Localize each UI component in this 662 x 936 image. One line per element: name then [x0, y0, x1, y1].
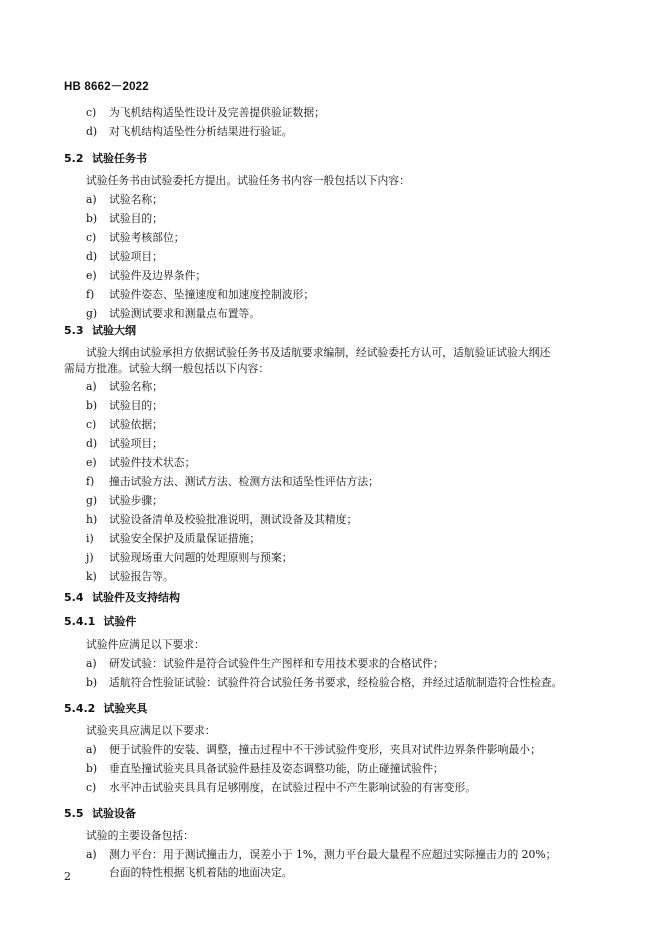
section-number: 5.4.2 [64, 702, 96, 715]
section-heading-5-4-1 [64, 613, 136, 629]
list-item-text: 试验设备清单及校验批准说明，测试设备及其精度； [109, 513, 358, 526]
list-item-text: 试验目的； [109, 399, 163, 412]
list-item-text: 撞击试验方法、测试方法、检测方法和适坠性评估方法； [109, 475, 379, 488]
list-item-text: 试验名称； [109, 380, 163, 393]
section-title: 试验件 [103, 615, 137, 628]
list-item-label: e) [86, 269, 97, 282]
section-heading-5-2 [64, 150, 147, 166]
list-item-label: f) [86, 288, 95, 301]
section-number: 5.3 [64, 324, 84, 337]
list-item-text: 试验件姿态、坠撞速度和加速度控制波形； [109, 288, 315, 301]
list-item-text: 试验依据； [109, 418, 163, 431]
list-item-label: i) [86, 532, 94, 545]
list-item-continuation: 台面的特性根据飞机着陆的地面决定。 [109, 866, 293, 879]
list-item-label: d) [86, 125, 98, 138]
section-heading-5-5 [64, 805, 136, 821]
list-item-label: f) [86, 475, 95, 488]
list-item-label: c) [86, 106, 97, 119]
section-heading-5-4-2 [64, 700, 147, 716]
paragraph: 试验的主要设备包括： [86, 829, 194, 842]
list-item-text: 为飞机结构适坠性设计及完善提供验证数据； [109, 106, 325, 119]
list-item-label: c) [86, 781, 97, 794]
section-number: 5.4 [64, 591, 84, 604]
section-number: 5.5 [64, 807, 84, 820]
list-item-text: 试验测试要求和测量点布置等。 [109, 307, 261, 320]
document-header-id: HB 8662－2022 [64, 81, 149, 93]
list-item-text: 试验安全保护及质量保证措施； [109, 532, 261, 545]
list-item-label: b) [86, 676, 98, 689]
list-item-label: g) [86, 307, 98, 320]
paragraph-line: 需局方批准。试验大纲一般包括以下内容： [64, 362, 270, 375]
list-item-text: 便于试验件的安装、调整，撞击过程中不干涉试验件变形，夹具对试件边界条件影响最小； [109, 743, 541, 756]
list-item-label: c) [86, 418, 97, 431]
section-title: 试验件及支持结构 [92, 591, 180, 604]
list-item-text: 研发试验：试验件是符合试验件生产图样和专用技术要求的合格试件； [109, 657, 444, 670]
paragraph-line: 试验大纲由试验承担方依据试验任务书及适航要求编制，经试验委托方认可，适航验证试验大纲还 [86, 346, 551, 359]
section-title: 试验夹具 [103, 702, 148, 715]
list-item-text: 测力平台：用于测试撞击力，误差小于 1%，测力平台最大量程不应超过实际撞击力的 20%； [109, 848, 557, 861]
paragraph: 试验夹具应满足以下要求： [86, 724, 216, 737]
list-item-label: a) [86, 193, 97, 206]
list-item-label: h) [86, 513, 98, 526]
list-item-label: a) [86, 380, 97, 393]
list-item-text: 试验考核部位； [109, 231, 185, 244]
list-item-text: 试验名称； [109, 193, 163, 206]
list-item-text: 试验项目； [109, 437, 163, 450]
list-item-text: 对飞机结构适坠性分析结果进行验证。 [109, 125, 293, 138]
list-item-label: b) [86, 212, 98, 225]
list-item-text: 试验项目； [109, 250, 163, 263]
section-number: 5.2 [64, 152, 84, 165]
list-item-label: b) [86, 762, 98, 775]
list-item-text: 试验目的； [109, 212, 163, 225]
list-item-text: 水平冲击试验夹具具有足够刚度，在试验过程中不产生影响试验的有害变形。 [109, 781, 477, 794]
list-item-text: 试验件技术状态； [109, 456, 196, 469]
list-item-text: 试验报告等。 [109, 570, 174, 583]
list-item-label: b) [86, 399, 98, 412]
section-title: 试验任务书 [92, 152, 147, 165]
list-item-text: 试验步骤； [109, 494, 163, 507]
section-number: 5.4.1 [64, 615, 96, 628]
list-item-text: 适航符合性验证试验：试验件符合试验任务书要求，经检验合格，并经过适航制造符合性检查。 [109, 676, 563, 689]
section-heading-5-3 [64, 322, 136, 338]
list-item-text: 试验件及边界条件； [109, 269, 207, 282]
section-title: 试验大纲 [92, 324, 136, 337]
list-item-text: 垂直坠撞试验夹具具备试验件悬挂及姿态调整功能，防止碰撞试验件； [109, 762, 444, 775]
page-number: 2 [64, 870, 71, 883]
list-item-label: j) [86, 551, 94, 564]
list-item-label: c) [86, 231, 97, 244]
list-item-label: g) [86, 494, 98, 507]
paragraph: 试验任务书由试验委托方提出。试验任务书内容一般包括以下内容： [86, 174, 410, 187]
list-item-label: d) [86, 437, 98, 450]
list-item-label: a) [86, 848, 97, 861]
list-item-label: k) [86, 570, 97, 583]
list-item-label: a) [86, 657, 97, 670]
list-item-label: a) [86, 743, 97, 756]
list-item-label: e) [86, 456, 97, 469]
list-item-text: 试验现场重大问题的处理原则与预案； [109, 551, 293, 564]
list-item-label: d) [86, 250, 98, 263]
paragraph: 试验件应满足以下要求： [86, 638, 205, 651]
section-heading-5-4 [64, 589, 180, 605]
section-title: 试验设备 [92, 807, 136, 820]
